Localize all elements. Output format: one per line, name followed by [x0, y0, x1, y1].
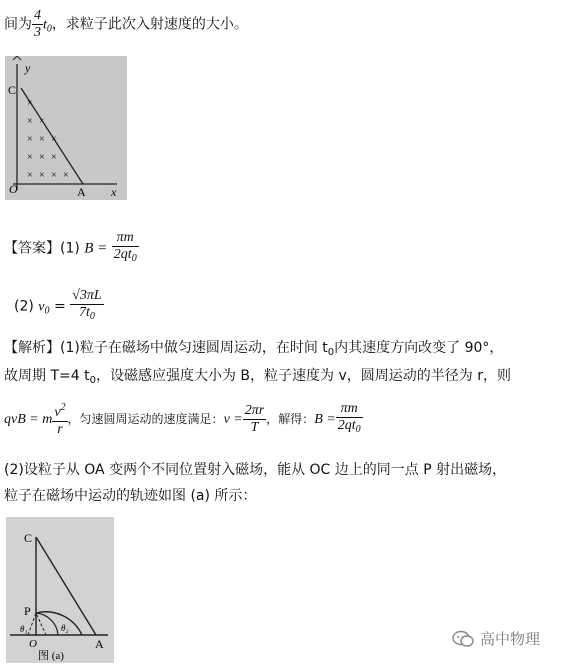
top-t0-sub: 0 [46, 23, 52, 35]
eq-qvb: qvB = m [4, 412, 53, 427]
eq-b-fraction [336, 401, 363, 438]
top-frac-den: 3 [34, 25, 41, 40]
eq-v-lhs: v = [223, 412, 243, 427]
field-cross-2-1: × [39, 134, 45, 145]
answer-eq1-fraction [112, 230, 139, 267]
fig2-a-label: A [95, 637, 104, 651]
analysis-line2-tail: ，设磁感应强度大小为 B，粒子速度为 v，圆周运动的半径为 r，则 [95, 368, 511, 384]
fig1-o-label: O [9, 182, 18, 196]
answer-eq2-eq: = [53, 298, 66, 315]
analysis-line1-sub: 0 [327, 347, 335, 358]
eq-b-den-sub: 0 [355, 423, 361, 435]
eq-b-den-text: 2qt [337, 417, 356, 433]
fig2-radius-lines [28, 613, 46, 635]
field-cross-1-0: × [27, 116, 33, 127]
eq-mid-text: ，匀速圆周运动的速度满足： [67, 412, 224, 426]
analysis-line2-text: 故周期 T=4 t [4, 368, 90, 384]
fig2-arc-small [36, 613, 58, 635]
wechat-icon [452, 630, 474, 648]
fig1-y-label: y [25, 61, 31, 75]
answer-eq1-den-sub: 0 [131, 253, 137, 264]
answer-eq2-lhs-sub: 0 [44, 305, 50, 317]
field-cross-4-0: × [27, 170, 33, 181]
answer-label: 【答案】(1) [4, 240, 80, 257]
analysis-line-1 [4, 338, 503, 363]
fig2-theta1: θ₁ [20, 624, 28, 634]
field-cross-2-2: × [51, 134, 57, 145]
analysis-line2-sub: 0 [89, 375, 96, 386]
field-cross-4-1: × [39, 170, 45, 181]
part2-line-1: (2)设粒子从 OA 变两个不同位置射入磁场，能从 OC 边上的同一点 P 射出磁场， [4, 462, 507, 478]
answer-eq1-lhs: B = [84, 240, 108, 257]
analysis-line-2 [4, 366, 511, 391]
fig2-ca-line [36, 537, 96, 635]
eq-b-lhs: B = [314, 412, 336, 427]
eq-b-den [336, 418, 363, 438]
watermark-text: 高中物理 [480, 630, 541, 648]
answer-eq1-den [112, 247, 139, 267]
field-cross-0-0: × [27, 98, 33, 109]
eq-v-num: 2πr [244, 402, 265, 418]
field-cross-4-2: × [51, 170, 57, 181]
eq-v2r-num-sup: 2 [60, 402, 66, 413]
eq-v-den: T [250, 419, 259, 435]
top-frac-num: 4 [34, 8, 41, 23]
answer-2-label: (2) [14, 298, 34, 315]
field-cross-4-3: × [63, 170, 69, 181]
figure-2-diagram [6, 517, 114, 663]
eq-solution-text: ，解得： [266, 412, 315, 426]
fig1-y-arrow [13, 56, 21, 60]
top-suffix: ，求粒子此次入射速度的大小。 [51, 16, 248, 33]
fig2-p-label: P [24, 604, 31, 618]
field-cross-3-2: × [51, 152, 57, 163]
answer-eq2-fraction [70, 288, 103, 325]
field-cross-3-1: × [39, 152, 45, 163]
answer-2 [14, 288, 104, 325]
top-t0: t [43, 17, 47, 33]
eq-v-fraction [243, 403, 266, 436]
analysis-line1-text: 【解析】(1)粒子在磁场中做匀速圆周运动，在时间 t [4, 340, 328, 356]
part2-line-2: 粒子在磁场中运动的轨迹如图 (a) 所示： [4, 488, 257, 504]
watermark [452, 628, 540, 649]
fig2-theta2: θ₂ [61, 623, 69, 633]
answer-eq2-den-sub: 0 [89, 311, 95, 322]
fig1-x-label: x [111, 185, 117, 199]
field-cross-2-0: × [27, 134, 33, 145]
eq-v2r-den: r [57, 422, 63, 437]
figure-1-diagram [5, 56, 127, 200]
eq-v2r-num-v: v [54, 405, 61, 420]
eq-b-num: πm [336, 401, 363, 418]
field-cross-1-1: × [39, 116, 45, 127]
fig1-a-label: A [77, 185, 86, 199]
top-prefix: 间为 [4, 16, 32, 33]
fig1-field-crosses [27, 98, 69, 181]
answer-eq2-num: √3πL [72, 288, 102, 303]
answer-1 [4, 230, 139, 267]
field-cross-3-0: × [27, 152, 33, 163]
eq-v2r-fraction [52, 400, 67, 438]
answer-eq2-den [70, 305, 103, 325]
fig2-o-label: O [29, 638, 37, 650]
figure-2 [6, 517, 114, 663]
analysis-line1-tail: 内其速度方向改变了 90°， [334, 340, 504, 356]
answer-eq1-num: πm [112, 230, 139, 247]
fig2-caption: 图 (a) [38, 650, 64, 662]
answer-eq2-den-text: 7t [78, 305, 90, 320]
top-fraction [32, 8, 43, 41]
answer-eq1-den-text: 2qt [113, 247, 132, 262]
top-line [4, 8, 248, 41]
figure-1 [5, 56, 127, 200]
answer-eq2-lhs: v [38, 299, 45, 315]
fig2-c-label: C [24, 531, 33, 545]
fig1-c-label: C [8, 83, 17, 97]
fig2-arc-large [36, 612, 82, 635]
analysis-equations [4, 400, 363, 438]
eq-v2r-num [52, 400, 67, 422]
